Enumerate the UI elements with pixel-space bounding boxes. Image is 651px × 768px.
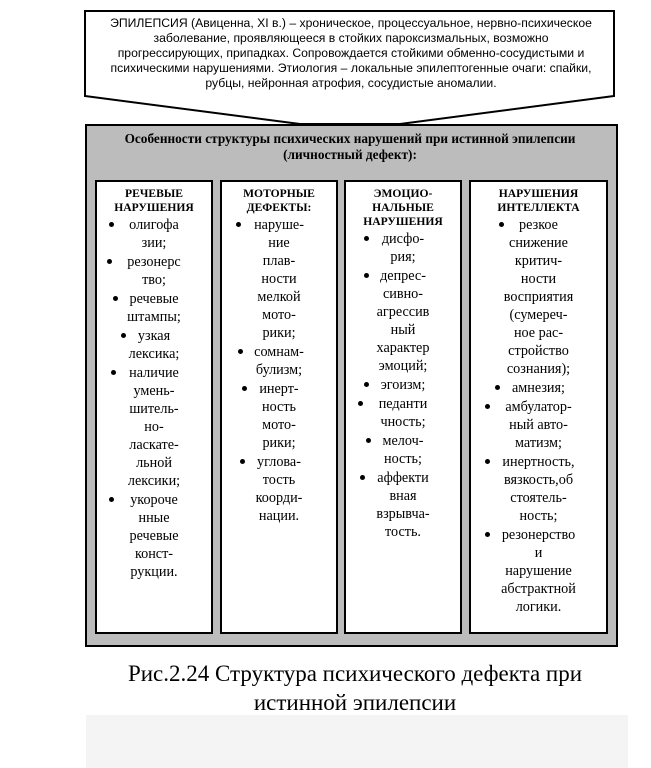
list-item-line: чность;: [380, 414, 426, 430]
list-item-line: амнезия;: [511, 380, 565, 396]
column-heading-line: МОТОРНЫЕ: [243, 187, 315, 200]
list-item-line: речевые: [129, 291, 179, 307]
list-item: [471, 379, 606, 397]
list-item-line: сомнам-: [254, 344, 304, 360]
column-motor-defects: [220, 180, 338, 634]
list-item: [222, 380, 336, 452]
list-item-line: ность;: [384, 451, 422, 467]
list-item-line: и: [534, 545, 543, 561]
list-item-line: ние: [268, 235, 290, 251]
list-item-line: снижение: [509, 235, 568, 251]
bullet-icon: [495, 385, 500, 390]
list-item-line: ности: [261, 271, 297, 287]
bullet-icon: [109, 222, 114, 227]
list-item: [97, 216, 211, 252]
bullet-icon: [242, 386, 247, 391]
list-item-line: тво;: [142, 272, 166, 288]
list-item-line: педанти: [378, 396, 428, 412]
column-heading-line: НАРУШЕНИЯ: [114, 201, 194, 214]
bullet-icon: [366, 438, 371, 443]
list-item: [222, 343, 336, 379]
list-item-line: эгоизм;: [380, 377, 426, 393]
list-item-line: умень-: [133, 383, 175, 399]
bullet-icon: [485, 404, 490, 409]
list-item-line: аффекти: [377, 470, 429, 486]
list-item-line: резонерство: [501, 527, 576, 543]
list-item-line: узкая: [137, 328, 171, 344]
bullet-icon: [360, 475, 365, 480]
list-item-line: резонерс: [127, 254, 181, 270]
list-item-line: речевые: [129, 528, 179, 544]
caption-line: истинной эпилепсии: [253, 690, 457, 715]
list-item-line: углова-: [257, 454, 301, 470]
list-item-line: взрывча-: [376, 506, 430, 522]
column-emotional-disorders: [344, 180, 462, 634]
bullet-icon: [358, 401, 363, 406]
panel-title-line: (личностный дефект):: [283, 147, 417, 162]
epilepsy-definition: [96, 16, 606, 91]
list-item-line: тость.: [385, 524, 421, 540]
column-heading-line: НАЛЬНЫЕ: [372, 201, 434, 214]
list-item: [97, 327, 211, 363]
bottom-shade: [86, 715, 628, 768]
list-item-line: мелкой: [257, 289, 301, 305]
bullet-icon: [485, 459, 490, 464]
list-item-line: мото-: [262, 307, 296, 323]
definition-line: рубцы, нейронная атрофия, сосудистые аномалии.: [205, 76, 497, 90]
column-items: [471, 216, 606, 617]
list-item-line: конст-: [134, 546, 174, 562]
list-item-line: стоятель-: [510, 490, 567, 506]
list-item-line: агрессив: [376, 304, 430, 320]
bullet-icon: [364, 382, 369, 387]
list-item-line: олигофа: [129, 217, 179, 233]
definition-line: ЭПИЛЕПСИЯ (Авиценна, XI в.) – хроническое, процессуальное, нервно-психическое: [110, 16, 592, 30]
list-item-line: укороче: [130, 492, 178, 508]
column-heading-line: НАРУШЕНИЯ: [498, 187, 579, 200]
list-item-line: но-: [144, 419, 164, 435]
definition-line: прогрессирующих, припадках. Сопровождается стойкими обменно-сосудистыми и: [117, 46, 585, 60]
list-item-line: рия;: [390, 249, 416, 265]
list-item: [471, 216, 606, 378]
bullet-icon: [109, 497, 114, 502]
list-item: [97, 290, 211, 326]
list-item: [471, 453, 606, 525]
list-item-line: коорди-: [255, 490, 303, 506]
bullet-icon: [236, 222, 241, 227]
list-item: [222, 453, 336, 525]
list-item-line: сивно-: [383, 286, 423, 302]
list-item-line: шитель-: [129, 401, 179, 417]
list-item: [346, 432, 460, 468]
list-item-line: льной: [136, 455, 172, 471]
caption-line: Рис.2.24 Структура психического дефекта при: [127, 661, 583, 686]
list-item-line: плав-: [262, 253, 296, 269]
list-item-line: дисфо-: [381, 231, 425, 247]
list-item-line: вязкость,об: [503, 472, 574, 488]
column-heading: [346, 187, 460, 229]
figure-caption: [80, 659, 630, 717]
list-item-line: зии;: [141, 235, 167, 251]
panel-title-line: Особенности структуры психических нарушений при истинной эпилепсии: [124, 131, 576, 146]
list-item-line: ности: [520, 271, 557, 287]
list-item-line: резкое: [519, 217, 558, 233]
list-item: [222, 216, 336, 342]
list-item-line: стройство: [508, 343, 569, 359]
list-item-line: наличие: [129, 365, 179, 381]
list-item-line: наруше-: [254, 217, 304, 233]
list-item-line: рики;: [262, 325, 296, 341]
bullet-icon: [364, 236, 369, 241]
list-item-line: вная: [389, 488, 417, 504]
list-item: [346, 469, 460, 541]
list-item-line: штампы;: [127, 309, 181, 325]
list-item-line: мелоч-: [382, 433, 424, 449]
bullet-icon: [485, 532, 490, 537]
column-heading: [222, 187, 336, 215]
list-item-line: ный: [390, 322, 416, 338]
list-item: [471, 398, 606, 452]
list-item-line: лексики;: [127, 473, 181, 489]
bullet-icon: [238, 349, 243, 354]
column-heading-line: РЕЧЕВЫЕ: [125, 187, 183, 200]
list-item: [97, 491, 211, 581]
list-item-line: восприятия: [503, 289, 574, 305]
definition-line: заболевание, проявляющееся в стойких пароксизмальных, возможно: [153, 31, 549, 45]
list-item: [346, 376, 460, 394]
list-item-line: эмоций;: [378, 358, 428, 374]
column-heading-line: ДЕФЕКТЫ:: [246, 201, 312, 214]
column-heading: [97, 187, 211, 215]
column-items: [346, 230, 460, 542]
list-item-line: (сумереч-: [509, 307, 568, 323]
column-heading: [471, 187, 606, 215]
list-item-line: матизм;: [515, 435, 562, 451]
list-item-line: амбулатор-: [505, 399, 572, 415]
defect-structure-title: [95, 131, 605, 163]
column-heading-line: ЭМОЦИО-: [373, 187, 433, 200]
list-item-line: инерт-: [259, 381, 299, 397]
bullet-icon: [111, 370, 116, 375]
list-item-line: характер: [376, 340, 430, 356]
list-item-line: тость: [262, 472, 296, 488]
list-item-line: булизм;: [255, 362, 303, 378]
list-item-line: рукции.: [130, 564, 178, 580]
column-heading-line: ИНТЕЛЛЕКТА: [497, 201, 580, 214]
list-item-line: ность;: [519, 508, 558, 524]
list-item-line: рики;: [262, 435, 296, 451]
list-item-line: критич-: [514, 253, 563, 269]
list-item-line: нарушение: [505, 563, 572, 579]
list-item: [97, 253, 211, 289]
list-item: [346, 267, 460, 375]
list-item-line: мото-: [262, 417, 296, 433]
column-items: [97, 216, 211, 582]
bullet-icon: [240, 459, 245, 464]
list-item: [97, 364, 211, 490]
bullet-icon: [121, 333, 126, 338]
column-heading-line: НАРУШЕНИЯ: [363, 215, 443, 228]
list-item-line: ность: [261, 399, 296, 415]
list-item-line: нации.: [258, 508, 300, 524]
list-item-line: логики.: [515, 599, 562, 615]
column-items: [222, 216, 336, 526]
list-item-line: нные: [138, 510, 170, 526]
list-item-line: ный авто-: [509, 417, 568, 433]
list-item-line: ласкате-: [129, 437, 179, 453]
column-intellect-disorders: [469, 180, 608, 634]
list-item-line: депрес-: [380, 268, 426, 284]
list-item-line: ное рас-: [513, 325, 564, 341]
column-speech-disorders: [95, 180, 213, 634]
list-item: [346, 395, 460, 431]
bullet-icon: [113, 296, 118, 301]
list-item-line: сознания);: [506, 361, 571, 377]
list-item-line: инертность,: [502, 454, 575, 470]
list-item: [471, 526, 606, 616]
bullet-icon: [107, 259, 112, 264]
bullet-icon: [499, 222, 504, 227]
list-item: [346, 230, 460, 266]
list-item-line: лексика;: [128, 346, 180, 362]
definition-line: психическими нарушениями. Этиология – локальные эпилептогенные очаги: спайки,: [110, 61, 592, 75]
bullet-icon: [364, 273, 369, 278]
list-item-line: абстрактной: [501, 581, 576, 597]
